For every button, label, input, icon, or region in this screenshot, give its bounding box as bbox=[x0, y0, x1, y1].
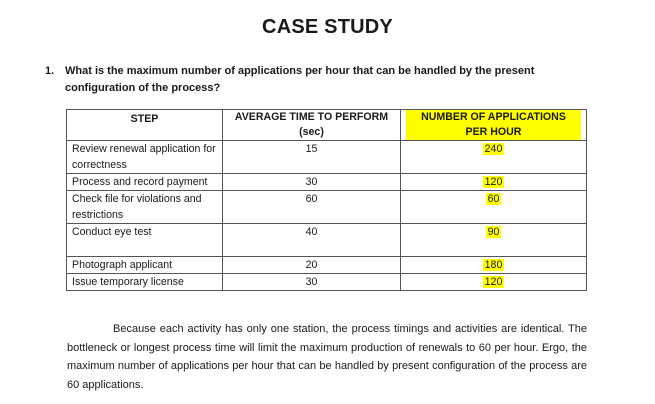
table-row bbox=[67, 257, 587, 274]
question-number: 1. bbox=[45, 65, 55, 77]
header-step: STEP bbox=[67, 110, 223, 141]
step-cell: Issue temporary license bbox=[67, 274, 223, 291]
apps-value: 180 bbox=[484, 259, 503, 271]
process-steps-table bbox=[66, 109, 587, 291]
table-row bbox=[67, 224, 587, 257]
apps-value: 120 bbox=[484, 176, 503, 188]
table-row bbox=[67, 141, 587, 174]
time-cell: 40 bbox=[223, 224, 401, 257]
answer-text: Because each activity has only one station, the process timings and activities are identical. The bottleneck or longest process time will limit the maximum production of renewals to 60 per hour. Ergo, the maximum number of applications per hour that can be handled by present configuration of the process are 60 applications. bbox=[67, 323, 587, 391]
header-average-time: AVERAGE TIME TO PERFORM (sec) bbox=[223, 110, 401, 141]
question-1 bbox=[45, 63, 605, 97]
step-cell: Conduct eye test bbox=[67, 224, 223, 257]
table-row bbox=[67, 274, 587, 291]
time-cell: 30 bbox=[223, 174, 401, 191]
step-cell: Photograph applicant bbox=[67, 257, 223, 274]
apps-cell bbox=[401, 224, 587, 257]
apps-value: 120 bbox=[484, 276, 503, 288]
apps-value: 240 bbox=[484, 143, 503, 155]
table-row bbox=[67, 191, 587, 224]
apps-cell bbox=[401, 257, 587, 274]
document-title: CASE STUDY bbox=[262, 16, 393, 38]
apps-value: 90 bbox=[487, 226, 500, 238]
apps-cell bbox=[401, 191, 587, 224]
time-cell: 30 bbox=[223, 274, 401, 291]
answer-paragraph bbox=[67, 320, 587, 394]
step-cell: Check file for violations and restrictions bbox=[67, 191, 223, 224]
apps-value: 60 bbox=[487, 193, 500, 205]
header-applications-highlight: NUMBER OF APPLICATIONS PER HOUR bbox=[406, 110, 581, 140]
apps-cell bbox=[401, 141, 587, 174]
apps-cell bbox=[401, 174, 587, 191]
step-cell: Review renewal application for correctness bbox=[67, 141, 223, 174]
time-cell: 60 bbox=[223, 191, 401, 224]
step-cell: Process and record payment bbox=[67, 174, 223, 191]
table-header-row bbox=[67, 110, 587, 141]
question-text: What is the maximum number of applications per hour that can be handled by the present configuration of the process? bbox=[65, 65, 535, 94]
apps-cell bbox=[401, 274, 587, 291]
time-cell: 15 bbox=[223, 141, 401, 174]
header-applications-per-hour bbox=[401, 110, 587, 141]
table-row bbox=[67, 174, 587, 191]
time-cell: 20 bbox=[223, 257, 401, 274]
